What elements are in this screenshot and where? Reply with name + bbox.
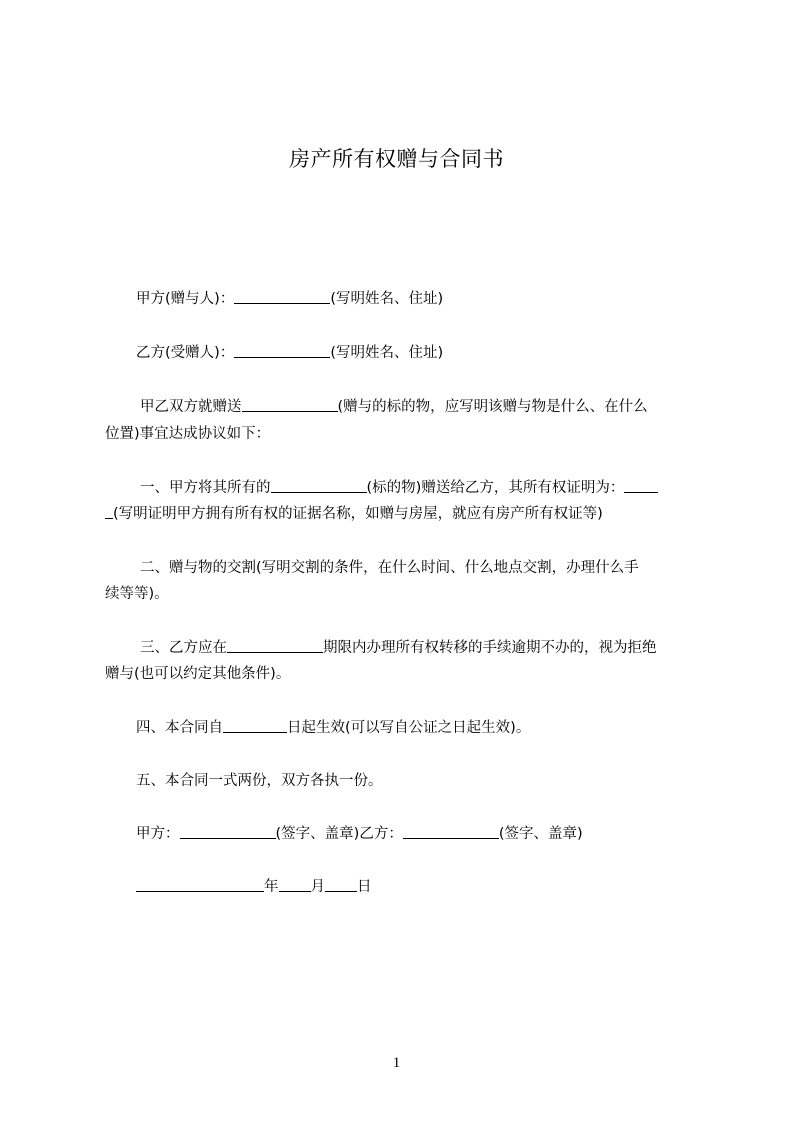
party-b-line: [136, 340, 706, 367]
clause-3-suffix: 期限内办理所有权转移的手续逾期不办的，视为拒绝: [323, 640, 657, 656]
clause-2-line-2: 续等等)。: [105, 586, 169, 602]
date-blank: [136, 876, 264, 892]
month-blank: [279, 876, 311, 892]
party-b-label: 乙方(受赠人)：: [136, 345, 235, 361]
clause-4-blank: [223, 717, 287, 733]
signature-b-label: 乙方：: [359, 826, 403, 842]
document-title: 房产所有权赠与合同书: [289, 147, 504, 171]
signature-b-hint: (签字、盖章): [498, 826, 583, 842]
signature-line: [136, 821, 706, 848]
clause-3-blank: [227, 637, 323, 653]
signature-a-hint: (签字、盖章): [275, 826, 360, 842]
clause-3-line-1: [140, 635, 710, 662]
clause-4-suffix: 日起生效(可以写自公证之日起生效)。: [287, 720, 531, 736]
party-a-blank: [234, 288, 330, 304]
clause-1-line-1: [140, 475, 710, 502]
clause-1-blank: [271, 477, 367, 493]
date-day: 日: [357, 879, 372, 895]
party-a-label: 甲方(赠与人)：: [136, 291, 235, 307]
party-b-hint: (写明姓名、住址): [330, 345, 444, 361]
clause-1-blank-end: [624, 477, 658, 493]
clause-1-line-2: [105, 501, 603, 528]
page-number: 1: [392, 1055, 401, 1071]
clause-4-prefix: 四、本合同自: [136, 720, 223, 736]
intro-suffix: (赠与的标的物，应写明该赠与物是什么、在什么: [337, 399, 648, 415]
clause-1-blank-start: [105, 503, 113, 519]
signature-a-blank: [180, 823, 276, 839]
party-a-hint: (写明姓名、住址): [330, 291, 444, 307]
intro-prefix: 甲乙双方就赠送: [140, 399, 242, 415]
party-a-line: [136, 286, 706, 313]
clause-3-prefix: 三、乙方应在: [140, 640, 227, 656]
clause-1-middle: (标的物)赠送给乙方，其所有权证明为：: [366, 480, 625, 496]
signature-b-blank: [403, 823, 499, 839]
intro-line-2: 位置)事宜达成协议如下：: [105, 426, 271, 442]
party-b-blank: [234, 342, 330, 358]
date-year: 年: [264, 879, 279, 895]
signature-a-label: 甲方：: [136, 826, 180, 842]
clause-3-line-2: 赠与(也可以约定其他条件)。: [105, 666, 291, 682]
intro-line-1: [140, 394, 710, 421]
clause-4-line: [136, 715, 706, 742]
date-month: 月: [310, 879, 325, 895]
date-line: [136, 874, 706, 901]
day-blank: [325, 876, 357, 892]
clause-2-line-1: 二、赠与物的交割(写明交割的条件，在什么时间、什么地点交割，办理什么手: [140, 560, 639, 576]
clause-1-line-2-text: (写明证明甲方拥有所有权的证据名称，如赠与房屋，就应有房产所有权证等): [113, 506, 603, 522]
intro-blank: [242, 396, 338, 412]
clause-5-line: 五、本合同一式两份，双方各执一份。: [136, 773, 383, 789]
clause-1-prefix: 一、甲方将其所有的: [140, 480, 271, 496]
